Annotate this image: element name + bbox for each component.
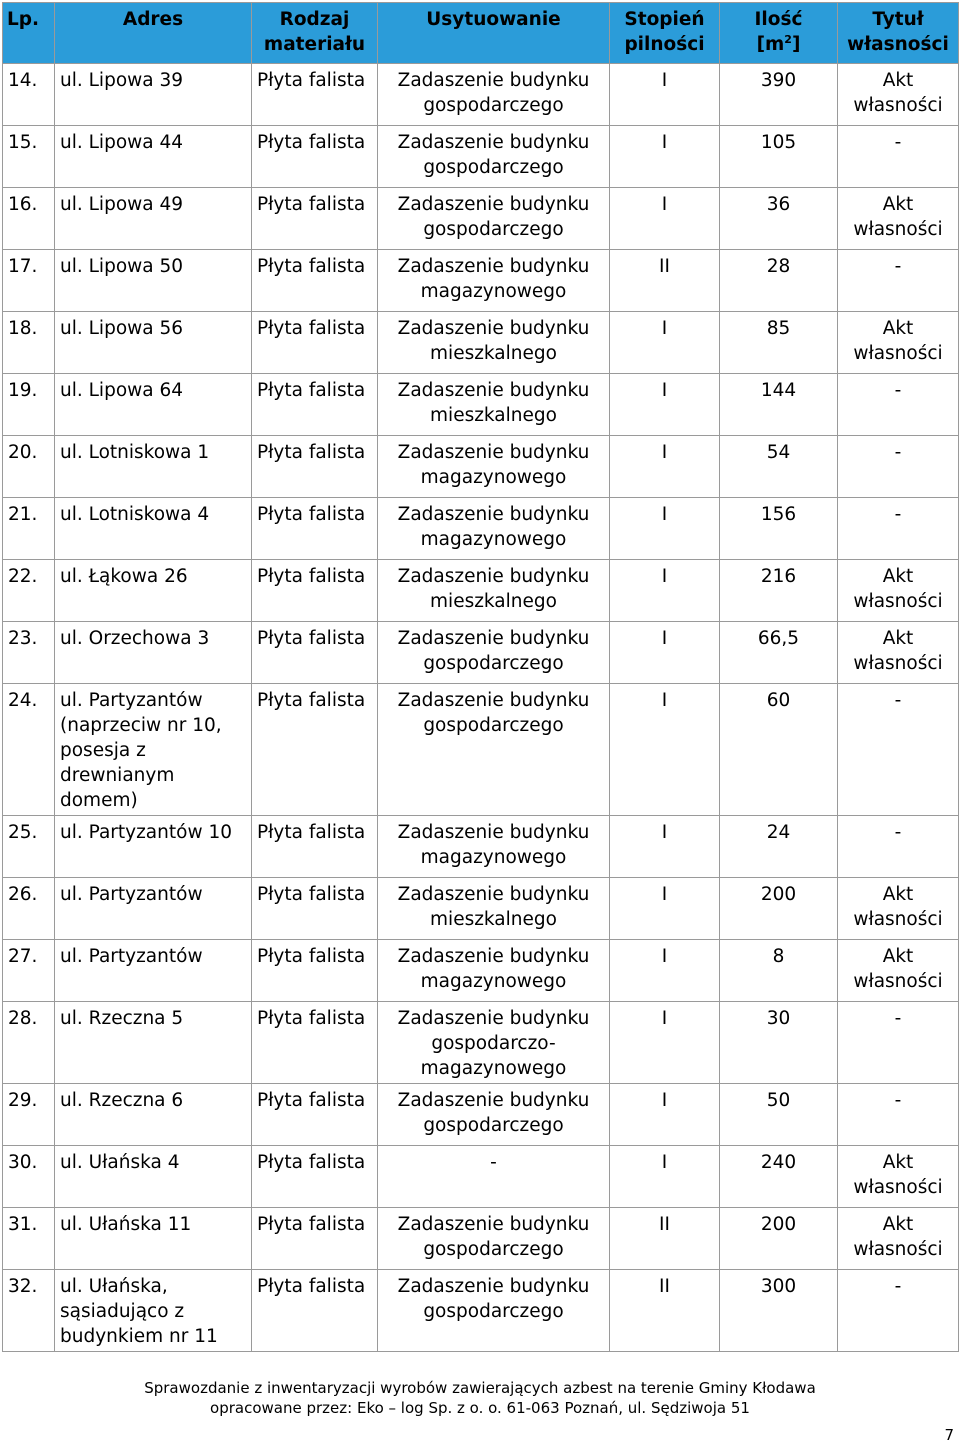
cell-adres: ul. Ułańska 11 — [55, 1208, 252, 1270]
cell-ilosc: 50 — [720, 1084, 838, 1146]
cell-usytuowanie: Zadaszenie budynku gospodarczego — [378, 64, 610, 126]
table-body — [3, 64, 959, 1352]
table-row — [3, 1002, 959, 1084]
page-number: 7 — [944, 1426, 954, 1444]
table-row — [3, 684, 959, 816]
cell-usytuowanie: - — [378, 1146, 610, 1208]
table-row — [3, 816, 959, 878]
table-row — [3, 622, 959, 684]
cell-material: Płyta falista — [252, 1208, 378, 1270]
header-stopien-pilnosci: Stopień pilności — [610, 3, 720, 64]
cell-adres: ul. Lipowa 44 — [55, 126, 252, 188]
cell-tytul: - — [838, 498, 959, 560]
cell-adres: ul. Łąkowa 26 — [55, 560, 252, 622]
cell-adres: ul. Partyzantów — [55, 940, 252, 1002]
cell-tytul: - — [838, 1002, 959, 1084]
cell-ilosc: 156 — [720, 498, 838, 560]
cell-ilosc: 144 — [720, 374, 838, 436]
table-header — [3, 3, 959, 64]
cell-adres: ul. Lipowa 64 — [55, 374, 252, 436]
cell-stopien: I — [610, 1146, 720, 1208]
cell-ilosc: 216 — [720, 560, 838, 622]
cell-adres: ul. Lotniskowa 4 — [55, 498, 252, 560]
cell-ilosc: 24 — [720, 816, 838, 878]
cell-usytuowanie: Zadaszenie budynku mieszkalnego — [378, 374, 610, 436]
footer-line-1: Sprawozdanie z inwentaryzacji wyrobów zawierających azbest na terenie Gminy Kłodawa — [144, 1379, 816, 1397]
table-row — [3, 878, 959, 940]
cell-material: Płyta falista — [252, 1270, 378, 1352]
cell-tytul: Akt własności — [838, 622, 959, 684]
cell-material: Płyta falista — [252, 1084, 378, 1146]
cell-lp: 22. — [3, 560, 55, 622]
cell-usytuowanie: Zadaszenie budynku magazynowego — [378, 436, 610, 498]
cell-lp: 18. — [3, 312, 55, 374]
cell-adres: ul. Partyzantów (naprzeciw nr 10, posesja z drewnianym domem) — [55, 684, 252, 816]
cell-stopien: I — [610, 126, 720, 188]
cell-ilosc: 200 — [720, 1208, 838, 1270]
cell-stopien: II — [610, 1270, 720, 1352]
table-row — [3, 1146, 959, 1208]
cell-ilosc: 300 — [720, 1270, 838, 1352]
cell-material: Płyta falista — [252, 498, 378, 560]
asbestos-inventory-table — [2, 2, 959, 1352]
footer-line-2: opracowane przez: Eko – log Sp. z o. o. 61-063 Poznań, ul. Sędziwoja 51 — [210, 1399, 750, 1417]
cell-stopien: I — [610, 878, 720, 940]
cell-material: Płyta falista — [252, 622, 378, 684]
cell-lp: 23. — [3, 622, 55, 684]
cell-tytul: - — [838, 1270, 959, 1352]
table-row — [3, 64, 959, 126]
cell-lp: 27. — [3, 940, 55, 1002]
cell-lp: 26. — [3, 878, 55, 940]
cell-stopien: II — [610, 1208, 720, 1270]
cell-material: Płyta falista — [252, 250, 378, 312]
cell-usytuowanie: Zadaszenie budynku gospodarczego — [378, 1270, 610, 1352]
header-usytuowanie: Usytuowanie — [378, 3, 610, 64]
cell-adres: ul. Lipowa 39 — [55, 64, 252, 126]
table-row — [3, 188, 959, 250]
table-row — [3, 498, 959, 560]
header-tytul-wlasnosci: Tytuł własności — [838, 3, 959, 64]
cell-adres: ul. Orzechowa 3 — [55, 622, 252, 684]
cell-usytuowanie: Zadaszenie budynku magazynowego — [378, 940, 610, 1002]
cell-stopien: I — [610, 1084, 720, 1146]
cell-usytuowanie: Zadaszenie budynku magazynowego — [378, 250, 610, 312]
cell-lp: 20. — [3, 436, 55, 498]
cell-lp: 30. — [3, 1146, 55, 1208]
cell-usytuowanie: Zadaszenie budynku gospodarczego — [378, 622, 610, 684]
cell-tytul: - — [838, 250, 959, 312]
cell-tytul: Akt własności — [838, 1208, 959, 1270]
cell-stopien: I — [610, 64, 720, 126]
cell-stopien: I — [610, 684, 720, 816]
cell-tytul: - — [838, 816, 959, 878]
cell-stopien: I — [610, 560, 720, 622]
cell-lp: 17. — [3, 250, 55, 312]
cell-tytul: - — [838, 436, 959, 498]
page-footer — [0, 1378, 960, 1418]
cell-material: Płyta falista — [252, 188, 378, 250]
cell-material: Płyta falista — [252, 1146, 378, 1208]
cell-ilosc: 85 — [720, 312, 838, 374]
table-row — [3, 1270, 959, 1352]
cell-lp: 21. — [3, 498, 55, 560]
cell-lp: 28. — [3, 1002, 55, 1084]
header-ilosc: Ilość $[m^2]$ — [720, 3, 838, 64]
cell-adres: ul. Rzeczna 5 — [55, 1002, 252, 1084]
cell-adres: ul. Ułańska, sąsiadująco z budynkiem nr 11 — [55, 1270, 252, 1352]
cell-usytuowanie: Zadaszenie budynku mieszkalnego — [378, 878, 610, 940]
cell-material: Płyta falista — [252, 1002, 378, 1084]
cell-tytul: Akt własności — [838, 940, 959, 1002]
cell-stopien: I — [610, 436, 720, 498]
cell-material: Płyta falista — [252, 816, 378, 878]
cell-tytul: - — [838, 126, 959, 188]
cell-ilosc: 200 — [720, 878, 838, 940]
table-row — [3, 312, 959, 374]
cell-lp: 31. — [3, 1208, 55, 1270]
cell-material: Płyta falista — [252, 684, 378, 816]
cell-ilosc: 105 — [720, 126, 838, 188]
header-rodzaj-materialu: Rodzaj materiału — [252, 3, 378, 64]
cell-stopien: II — [610, 250, 720, 312]
cell-tytul: - — [838, 684, 959, 816]
cell-usytuowanie: Zadaszenie budynku magazynowego — [378, 498, 610, 560]
cell-adres: ul. Lipowa 56 — [55, 312, 252, 374]
cell-lp: 19. — [3, 374, 55, 436]
cell-tytul: Akt własności — [838, 560, 959, 622]
table-row — [3, 560, 959, 622]
cell-lp: 32. — [3, 1270, 55, 1352]
cell-material: Płyta falista — [252, 560, 378, 622]
cell-lp: 24. — [3, 684, 55, 816]
cell-adres: ul. Rzeczna 6 — [55, 1084, 252, 1146]
cell-ilosc: 36 — [720, 188, 838, 250]
cell-ilosc: 390 — [720, 64, 838, 126]
table-row — [3, 250, 959, 312]
cell-ilosc: 8 — [720, 940, 838, 1002]
cell-lp: 14. — [3, 64, 55, 126]
cell-tytul: - — [838, 374, 959, 436]
cell-lp: 16. — [3, 188, 55, 250]
cell-material: Płyta falista — [252, 64, 378, 126]
cell-ilosc: 240 — [720, 1146, 838, 1208]
table-row — [3, 374, 959, 436]
cell-material: Płyta falista — [252, 878, 378, 940]
cell-tytul: Akt własności — [838, 64, 959, 126]
header-lp: Lp. — [3, 3, 55, 64]
cell-lp: 29. — [3, 1084, 55, 1146]
cell-usytuowanie: Zadaszenie budynku magazynowego — [378, 816, 610, 878]
cell-lp: 15. — [3, 126, 55, 188]
cell-adres: ul. Lipowa 49 — [55, 188, 252, 250]
cell-usytuowanie: Zadaszenie budynku gospodarczego — [378, 684, 610, 816]
table-row — [3, 436, 959, 498]
cell-material: Płyta falista — [252, 374, 378, 436]
cell-stopien: I — [610, 940, 720, 1002]
cell-stopien: I — [610, 374, 720, 436]
cell-tytul: Akt własności — [838, 188, 959, 250]
cell-stopien: I — [610, 312, 720, 374]
cell-adres: ul. Partyzantów — [55, 878, 252, 940]
cell-usytuowanie: Zadaszenie budynku gospodarczego — [378, 188, 610, 250]
cell-usytuowanie: Zadaszenie budynku gospodarczego — [378, 1208, 610, 1270]
cell-adres: ul. Ułańska 4 — [55, 1146, 252, 1208]
cell-adres: ul. Lipowa 50 — [55, 250, 252, 312]
cell-ilosc: 28 — [720, 250, 838, 312]
cell-material: Płyta falista — [252, 126, 378, 188]
cell-tytul: Akt własności — [838, 1146, 959, 1208]
cell-lp: 25. — [3, 816, 55, 878]
cell-material: Płyta falista — [252, 940, 378, 1002]
cell-ilosc: 30 — [720, 1002, 838, 1084]
cell-ilosc: 60 — [720, 684, 838, 816]
cell-usytuowanie: Zadaszenie budynku mieszkalnego — [378, 312, 610, 374]
table-row — [3, 940, 959, 1002]
table-row — [3, 1084, 959, 1146]
cell-usytuowanie: Zadaszenie budynku gospodarczego — [378, 126, 610, 188]
cell-stopien: I — [610, 1002, 720, 1084]
cell-usytuowanie: Zadaszenie budynku gospodarczego — [378, 1084, 610, 1146]
table-row — [3, 126, 959, 188]
cell-usytuowanie: Zadaszenie budynku gospodarczo-magazynowego — [378, 1002, 610, 1084]
header-adres: Adres — [55, 3, 252, 64]
cell-stopien: I — [610, 188, 720, 250]
cell-usytuowanie: Zadaszenie budynku mieszkalnego — [378, 560, 610, 622]
cell-adres: ul. Partyzantów 10 — [55, 816, 252, 878]
cell-material: Płyta falista — [252, 312, 378, 374]
cell-stopien: I — [610, 498, 720, 560]
cell-stopien: I — [610, 816, 720, 878]
cell-tytul: Akt własności — [838, 878, 959, 940]
cell-tytul: Akt własności — [838, 312, 959, 374]
cell-tytul: - — [838, 1084, 959, 1146]
table-row — [3, 1208, 959, 1270]
cell-ilosc: 66,5 — [720, 622, 838, 684]
cell-stopien: I — [610, 622, 720, 684]
cell-ilosc: 54 — [720, 436, 838, 498]
cell-adres: ul. Lotniskowa 1 — [55, 436, 252, 498]
cell-material: Płyta falista — [252, 436, 378, 498]
